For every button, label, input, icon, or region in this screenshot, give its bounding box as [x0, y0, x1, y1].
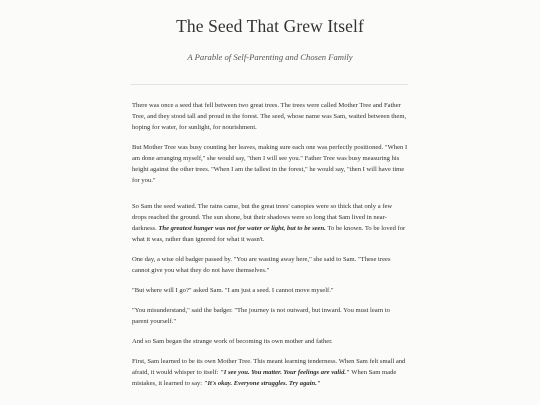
- paragraph-5: "But where will I go?" asked Sam. "I am just a seed. I cannot move myself.": [132, 287, 334, 294]
- title-divider: [130, 84, 408, 85]
- paragraph-3-text-after: To be known. To be loved for what it was, rather than ignored for what it wasn't.: [132, 225, 406, 243]
- paragraph-3-text-before: So Sam the seed waited. The rains came, but the great trees' canopies were so thick that only a few drops reached the ground. The sun shone, but their shadows were so long that Sam lived in near-darkness.: [132, 203, 393, 232]
- paragraph-8-text-before: First, Sam learned to be its own Mother Tree. This meant learning tenderness. When Sam felt small and afraid, it would whisper to itself:: [132, 358, 406, 376]
- paragraph-4: One day, a wise old badger passed by. "You are wasting away here," she said to Sam. "These trees cannot give you what they do not have themselves.": [132, 256, 391, 274]
- paragraph-6: "You misunderstand," said the badger. "The journey is not outward, but inward. You must learn to parent yourself.": [132, 307, 390, 325]
- paragraph-8-emphasis-2: "It's okay. Everyone struggles. Try again.": [203, 380, 321, 387]
- paragraph-8-text-middle: When Sam made mistakes, it learned to say:: [132, 369, 397, 387]
- paragraph-3-emphasis: The greatest hunger was not for water or light, but to be seen.: [158, 225, 326, 232]
- paragraph-2: But Mother Tree was busy counting her leaves, making sure each one was perfectly positioned. "When I am done arranging myself," she would say, "then I will see you." Father Tree was busy measuring his height against the other trees. "When I am the tallest in the forest," he would say, "then I will have time for you.": [132, 144, 408, 184]
- story-subtitle: A Parable of Self-Parenting and Chosen Family: [187, 52, 353, 62]
- paragraph-8: [132, 356, 408, 389]
- paragraph-7: And so Sam began the strange work of becoming its own mother and father.: [132, 338, 333, 345]
- story-body: [132, 100, 408, 398]
- paragraph-8-emphasis: "I see you. You matter. Your feelings are valid.": [220, 369, 350, 376]
- paragraph-3: [132, 201, 408, 245]
- story-title: The Seed That Grew Itself: [176, 16, 364, 36]
- paragraph-1: There was once a seed that fell between two great trees. The trees were called Mother Tree and Father Tree, and they stood tall and proud in the forest. The seed, whose name was Sam, waited between them, hoping for water, for sunlight, for nourishment.: [132, 102, 407, 131]
